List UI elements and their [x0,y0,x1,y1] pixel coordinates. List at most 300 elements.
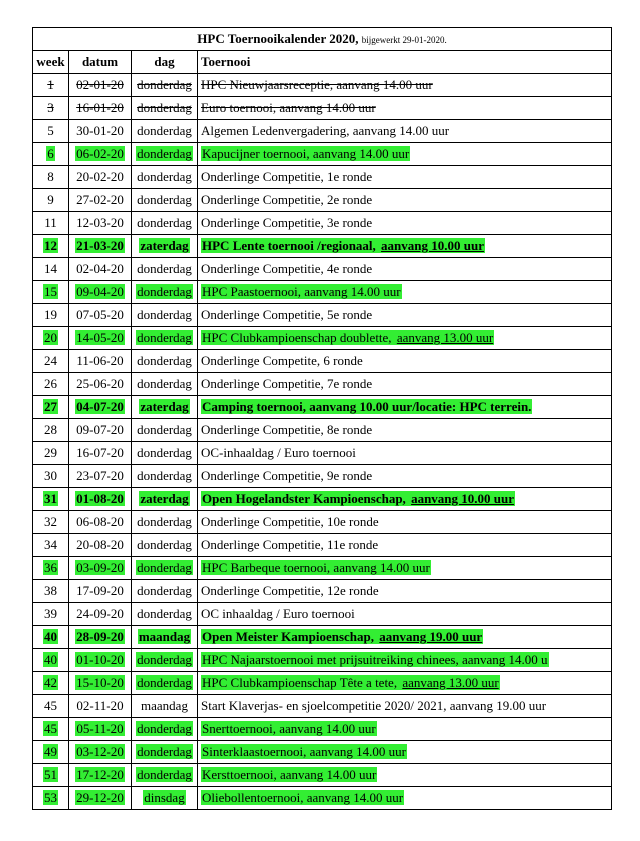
row-toernooi: Euro toernooi, aanvang 14.00 uur [201,100,376,115]
row-week: 30 [44,468,57,483]
row-datum-cell [69,235,132,258]
row-week: 34 [44,537,57,552]
table-row [33,649,612,672]
row-week: 15 [44,284,57,299]
row-toernooi: HPC Paastoernooi, aanvang 14.00 uur [202,284,401,299]
row-toernooi-cell [198,327,612,350]
row-week-cell [33,327,69,350]
row-dag-cell [132,120,198,143]
row-week-cell [33,511,69,534]
row-datum: 07-05-20 [76,307,124,322]
row-toernooi: Onderlinge Competitie, 10e ronde [201,514,379,529]
row-datum-cell [69,304,132,327]
row-toernooi: Sinterklaastoernooi, aanvang 14.00 uur [202,744,406,759]
row-datum: 01-08-20 [76,491,124,506]
row-datum-cell [69,511,132,534]
table-row [33,258,612,281]
row-dag: donderdag [137,215,192,230]
row-dag: donderdag [137,514,192,529]
row-toernooi-cell [198,419,612,442]
row-datum-cell [69,580,132,603]
row-week: 45 [44,698,57,713]
row-toernooi-cell [198,787,612,810]
row-toernooi-cell [198,350,612,373]
row-toernooi: Kapucijner toernooi, aanvang 14.00 uur [202,146,410,161]
row-week-cell [33,580,69,603]
row-datum: 29-12-20 [76,790,124,805]
row-toernooi: Onderlinge Competitie, 11e ronde [201,537,379,552]
row-datum-cell [69,97,132,120]
row-toernooi-cell [198,672,612,695]
table-row [33,787,612,810]
row-dag: donderdag [137,721,192,736]
row-dag: donderdag [137,606,192,621]
row-datum-cell [69,764,132,787]
row-week-cell [33,396,69,419]
row-week-cell [33,626,69,649]
row-datum: 17-09-20 [76,583,124,598]
table-row [33,764,612,787]
row-week: 14 [44,261,57,276]
row-datum-cell [69,258,132,281]
row-week-cell [33,373,69,396]
row-toernooi-cell [198,258,612,281]
row-dag-cell [132,580,198,603]
row-datum-cell [69,718,132,741]
row-datum: 09-07-20 [76,422,124,437]
row-dag-cell [132,350,198,373]
table-row [33,465,612,488]
row-dag: donderdag [137,146,192,161]
row-toernooi: Open Meister Kampioenschap, [202,629,378,644]
row-datum: 27-02-20 [76,192,124,207]
row-week: 19 [44,307,57,322]
row-week: 20 [44,330,57,345]
row-week-cell [33,603,69,626]
row-datum-cell [69,281,132,304]
row-dag: dinsdag [144,790,185,805]
row-datum-cell [69,695,132,718]
row-week-cell [33,695,69,718]
table-row [33,396,612,419]
row-week: 26 [44,376,57,391]
row-dag: donderdag [137,284,192,299]
row-toernooi: HPC Nieuwjaarsreceptie, aanvang 14.00 uur [201,77,433,92]
row-week: 27 [44,399,57,414]
row-week-cell [33,120,69,143]
row-week-cell [33,718,69,741]
row-datum: 16-01-20 [76,100,124,115]
row-toernooi-cell [198,488,612,511]
row-dag: donderdag [137,744,192,759]
table-row [33,143,612,166]
row-week: 38 [44,583,57,598]
row-dag: donderdag [137,261,192,276]
row-toernooi: Onderlinge Competitie, 4e ronde [201,261,373,276]
row-toernooi: Open Hogelandster Kampioenschap, [202,491,410,506]
row-datum: 28-09-20 [76,629,124,644]
row-datum: 23-07-20 [76,468,124,483]
row-week: 8 [47,169,54,184]
row-dag-cell [132,511,198,534]
row-toernooi: Snerttoernooi, aanvang 14.00 uur [202,721,376,736]
row-week-cell [33,534,69,557]
row-week: 45 [44,721,57,736]
row-toernooi-cell [198,212,612,235]
row-dag-cell [132,304,198,327]
row-toernooi-cell [198,511,612,534]
row-toernooi: HPC Najaarstoernooi met prijsuitreiking chinees, aanvang 14.00 u [202,652,548,667]
row-week: 40 [44,629,57,644]
row-week-cell [33,235,69,258]
row-datum: 06-08-20 [76,514,124,529]
row-week-cell [33,304,69,327]
row-toernooi-cell [198,120,612,143]
table-row [33,442,612,465]
table-row [33,327,612,350]
row-datum: 02-01-20 [76,77,124,92]
row-dag: zaterdag [140,491,189,506]
row-dag-cell [132,764,198,787]
row-dag: donderdag [137,767,192,782]
table-row [33,534,612,557]
row-toernooi-cell [198,281,612,304]
row-toernooi: Onderlinge Competitie, 2e ronde [201,192,373,207]
row-toernooi-cell [198,534,612,557]
row-week: 36 [44,560,57,575]
row-week-cell [33,488,69,511]
row-datum-cell [69,189,132,212]
row-dag: maandag [138,629,191,644]
row-week: 9 [47,192,54,207]
tournament-time-underlined: aanvang 13.00 uur [396,330,494,345]
row-datum-cell [69,74,132,97]
row-datum: 12-03-20 [76,215,124,230]
header-week: week [33,51,69,74]
table-row [33,557,612,580]
table-subtitle: bijgewerkt 29-01-2020. [361,35,447,45]
header-datum: datum [69,51,132,74]
table-row [33,120,612,143]
row-datum-cell [69,626,132,649]
row-toernooi-cell [198,626,612,649]
row-datum-cell [69,649,132,672]
row-dag: donderdag [137,376,192,391]
table-row [33,672,612,695]
row-toernooi-cell [198,97,612,120]
row-dag: zaterdag [140,399,189,414]
row-week-cell [33,741,69,764]
row-toernooi: Oliebollentoernooi, aanvang 14.00 uur [202,790,404,805]
row-dag-cell [132,718,198,741]
table-row [33,488,612,511]
row-toernooi: HPC Lente toernooi /regionaal, [202,238,380,253]
row-dag-cell [132,442,198,465]
row-toernooi-cell [198,189,612,212]
row-week: 5 [47,123,54,138]
row-week-cell [33,74,69,97]
table-title-cell [33,28,612,51]
row-week-cell [33,189,69,212]
row-week-cell [33,281,69,304]
row-datum: 06-02-20 [76,146,124,161]
row-dag: donderdag [137,330,192,345]
row-datum: 15-10-20 [76,675,124,690]
row-datum: 05-11-20 [76,721,124,736]
row-dag-cell [132,626,198,649]
row-week-cell [33,442,69,465]
row-datum-cell [69,787,132,810]
tournament-time-underlined: aanvang 19.00 uur [379,629,483,644]
row-datum: 20-02-20 [76,169,124,184]
row-toernooi-cell [198,741,612,764]
row-dag-cell [132,258,198,281]
table-row [33,626,612,649]
row-datum-cell [69,534,132,557]
row-dag-cell [132,787,198,810]
row-toernooi-cell [198,74,612,97]
row-datum: 24-09-20 [76,606,124,621]
title-row [33,28,612,51]
table-row [33,97,612,120]
row-week-cell [33,258,69,281]
row-datum-cell [69,327,132,350]
row-datum: 25-06-20 [76,376,124,391]
row-week: 31 [44,491,57,506]
row-week-cell [33,557,69,580]
tournament-calendar-table [32,27,612,810]
table-row [33,189,612,212]
row-dag-cell [132,741,198,764]
row-week-cell [33,672,69,695]
table-title: HPC Toernooikalender 2020, [197,31,359,46]
row-dag: donderdag [137,583,192,598]
row-datum: 03-09-20 [76,560,124,575]
row-dag-cell [132,488,198,511]
row-datum: 04-07-20 [76,399,124,414]
row-week: 49 [44,744,57,759]
row-datum-cell [69,396,132,419]
row-dag-cell [132,603,198,626]
row-datum-cell [69,419,132,442]
row-dag: zaterdag [140,238,189,253]
row-week: 1 [47,77,54,92]
row-week-cell [33,764,69,787]
row-toernooi: Onderlinge Competite, 6 ronde [201,353,363,368]
row-dag-cell [132,166,198,189]
row-toernooi-cell [198,166,612,189]
row-dag: donderdag [137,468,192,483]
row-week: 3 [47,100,54,115]
header-row [33,51,612,74]
row-datum-cell [69,741,132,764]
row-toernooi-cell [198,465,612,488]
row-week-cell [33,143,69,166]
header-dag: dag [132,51,198,74]
table-row [33,281,612,304]
row-toernooi: Start Klaverjas- en sjoelcompetitie 2020/ 2021, aanvang 19.00 uur [201,698,547,713]
row-dag-cell [132,419,198,442]
row-dag: donderdag [137,192,192,207]
row-dag-cell [132,396,198,419]
row-datum: 03-12-20 [76,744,124,759]
row-toernooi: Onderlinge Competitie, 8e ronde [201,422,373,437]
row-week: 29 [44,445,57,460]
row-toernooi: HPC Clubkampioenschap doublette, [202,330,395,345]
row-toernooi-cell [198,603,612,626]
row-dag: donderdag [137,77,192,92]
row-week: 42 [44,675,57,690]
row-week: 32 [44,514,57,529]
table-row [33,304,612,327]
row-toernooi: OC inhaaldag / Euro toernooi [201,606,355,621]
row-datum: 02-04-20 [76,261,124,276]
row-toernooi: Onderlinge Competitie, 5e ronde [201,307,373,322]
row-toernooi-cell [198,718,612,741]
row-week: 12 [44,238,57,253]
tournament-time-underlined: aanvang 10.00 uur [381,238,484,253]
row-datum: 14-05-20 [76,330,124,345]
row-week: 11 [44,215,57,230]
row-datum: 30-01-20 [76,123,124,138]
row-datum: 11-06-20 [76,353,124,368]
row-dag-cell [132,695,198,718]
row-toernooi: Onderlinge Competitie, 12e ronde [201,583,379,598]
row-toernooi-cell [198,396,612,419]
row-dag-cell [132,672,198,695]
row-toernooi: Onderlinge Competitie, 9e ronde [201,468,373,483]
row-dag-cell [132,74,198,97]
row-week: 28 [44,422,57,437]
row-toernooi: Onderlinge Competitie, 3e ronde [201,215,373,230]
row-toernooi-cell [198,580,612,603]
table-row [33,419,612,442]
row-toernooi: Algemen Ledenvergadering, aanvang 14.00 uur [201,123,450,138]
row-toernooi-cell [198,304,612,327]
row-week-cell [33,419,69,442]
row-week-cell [33,212,69,235]
row-datum: 17-12-20 [76,767,124,782]
row-week: 53 [44,790,57,805]
row-week: 51 [44,767,57,782]
row-datum: 02-11-20 [76,698,124,713]
row-week-cell [33,166,69,189]
row-datum-cell [69,373,132,396]
table-row [33,741,612,764]
row-datum-cell [69,488,132,511]
row-toernooi-cell [198,649,612,672]
row-datum: 21-03-20 [76,238,124,253]
row-toernooi: Camping toernooi, aanvang 10.00 uur/locatie: HPC terrein. [202,399,532,414]
row-datum-cell [69,442,132,465]
row-dag-cell [132,281,198,304]
row-dag: donderdag [137,560,192,575]
row-datum-cell [69,166,132,189]
table-row [33,350,612,373]
row-toernooi: Onderlinge Competitie, 1e ronde [201,169,373,184]
row-week-cell [33,350,69,373]
row-datum-cell [69,212,132,235]
row-toernooi-cell [198,373,612,396]
row-toernooi: Kersttoernooi, aanvang 14.00 uur [202,767,377,782]
row-dag-cell [132,557,198,580]
row-dag: donderdag [137,652,192,667]
row-dag: donderdag [137,422,192,437]
row-datum-cell [69,465,132,488]
row-dag: donderdag [137,353,192,368]
table-row [33,373,612,396]
table-row [33,235,612,258]
row-toernooi-cell [198,143,612,166]
table-row [33,166,612,189]
row-dag-cell [132,534,198,557]
row-toernooi: HPC Barbeque toernooi, aanvang 14.00 uur [202,560,430,575]
row-dag-cell [132,327,198,350]
tournament-time-underlined: aanvang 13.00 uur [402,675,499,690]
header-toernooi: Toernooi [198,51,612,74]
row-datum: 09-04-20 [76,284,124,299]
row-week: 39 [44,606,57,621]
row-toernooi-cell [198,235,612,258]
row-dag: donderdag [137,537,192,552]
row-datum: 20-08-20 [76,537,124,552]
row-dag-cell [132,465,198,488]
row-datum: 01-10-20 [76,652,124,667]
row-datum-cell [69,143,132,166]
row-dag-cell [132,649,198,672]
row-dag: donderdag [137,100,192,115]
row-dag: donderdag [137,169,192,184]
row-toernooi-cell [198,557,612,580]
tournament-time-underlined: aanvang 10.00 uur [411,491,515,506]
row-toernooi: Onderlinge Competitie, 7e ronde [201,376,373,391]
row-dag-cell [132,189,198,212]
row-dag: maandag [141,698,188,713]
row-dag-cell [132,235,198,258]
row-datum-cell [69,557,132,580]
row-week-cell [33,465,69,488]
table-row [33,695,612,718]
row-week: 40 [44,652,57,667]
row-week-cell [33,97,69,120]
row-dag-cell [132,143,198,166]
row-datum-cell [69,350,132,373]
row-toernooi: OC-inhaaldag / Euro toernooi [201,445,356,460]
row-dag-cell [132,97,198,120]
row-datum-cell [69,603,132,626]
row-week: 6 [47,146,54,161]
table-row [33,511,612,534]
row-week-cell [33,787,69,810]
row-dag: donderdag [137,307,192,322]
row-toernooi: HPC Clubkampioenschap Tête a tete, [202,675,401,690]
row-week: 24 [44,353,57,368]
row-dag: donderdag [137,123,192,138]
row-week-cell [33,649,69,672]
row-datum-cell [69,672,132,695]
table-row [33,212,612,235]
row-dag: donderdag [137,675,192,690]
table-row [33,718,612,741]
table-row [33,603,612,626]
row-toernooi-cell [198,695,612,718]
row-datum-cell [69,120,132,143]
row-dag: donderdag [137,445,192,460]
row-datum: 16-07-20 [76,445,124,460]
table-row [33,580,612,603]
table-row [33,74,612,97]
row-dag-cell [132,373,198,396]
